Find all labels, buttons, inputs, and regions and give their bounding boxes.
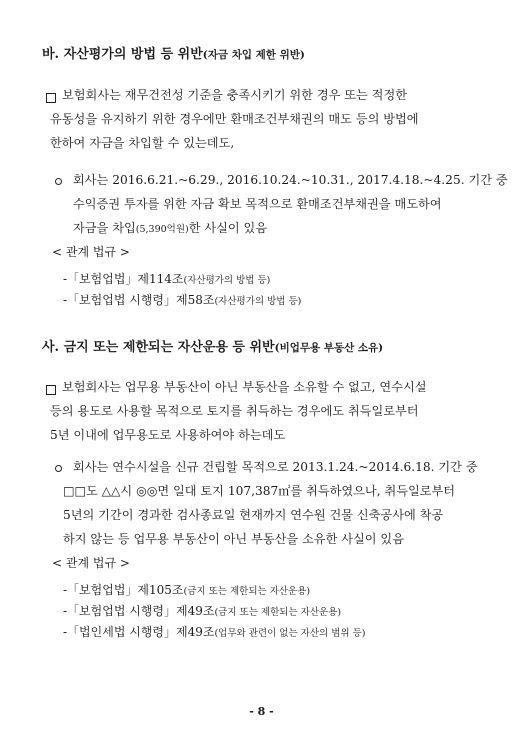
law-name: -「법인세법 시행령」제49조 bbox=[63, 625, 215, 639]
section-heading-sa-title: 사. 금지 또는 제한되는 자산운용 등 위반 bbox=[42, 340, 275, 355]
paragraph-line: 보험회사는 재무건전성 기준을 충족시키기 위한 경우 또는 적정한 bbox=[62, 88, 407, 102]
section-heading-ba bbox=[42, 47, 305, 63]
paragraph-line bbox=[73, 216, 508, 240]
paragraph-text: 자금을 차입 bbox=[73, 221, 136, 235]
section-heading-ba-sub: (자금 차입 제한 위반) bbox=[202, 49, 305, 61]
paragraph-line: 보험회사는 업무용 부동산이 아닌 부동산을 소유할 수 없고, 연수시설 bbox=[62, 380, 427, 394]
circle-bullet-icon bbox=[55, 178, 62, 185]
law-name: -「보험업법」제114조 bbox=[63, 272, 184, 286]
paragraph-line: 회사는 2016.6.21.~6.29., 2016.10.24.~10.31., 2017.4.18.~4.25. 기간 중 bbox=[73, 173, 508, 187]
paragraph-circle-ba bbox=[73, 168, 508, 240]
law-name: -「보험업법」제105조 bbox=[63, 583, 184, 597]
paragraph-box-ba bbox=[50, 83, 419, 155]
section-heading-ba-title: 바. 자산평가의 방법 등 위반 bbox=[42, 47, 203, 62]
section-heading-sa-sub: (비업무용 부동산 소유) bbox=[274, 342, 384, 354]
law-subject: (자산평가의 방법 등) bbox=[183, 275, 271, 286]
paragraph-box-sa bbox=[50, 375, 427, 447]
law-subject: (금지 또는 제한되는 자산운용) bbox=[214, 607, 342, 618]
law-subject: (업무와 관련이 없는 자산의 범위 등) bbox=[214, 628, 366, 639]
circle-bullet-icon bbox=[55, 465, 62, 472]
paragraph-line: 한하여 자금을 차입할 수 있는데도, bbox=[50, 136, 235, 150]
law-item bbox=[63, 603, 341, 621]
law-item bbox=[63, 582, 310, 600]
law-subject: (금지 또는 제한되는 자산운용) bbox=[183, 586, 311, 597]
box-bullet-icon bbox=[46, 385, 56, 395]
paragraph-line: 회사는 연수시설을 신규 건립할 목적으로 2013.1.24.~2014.6.18. 기간 중 bbox=[73, 460, 478, 474]
page-number: - 8 - bbox=[249, 705, 274, 718]
law-item bbox=[63, 292, 301, 310]
amount-note: (5,390억원) bbox=[135, 224, 189, 235]
paragraph-line: □□도 △△시 ◎◎면 일대 토지 107,387㎡를 취득하였으나, 취득일로부터 bbox=[63, 484, 456, 498]
law-subject: (자산평가의 방법 등) bbox=[214, 296, 302, 307]
paragraph-line: 등의 용도로 사용할 목적으로 토지를 취득하는 경우에도 취득일로부터 bbox=[50, 404, 419, 418]
paragraph-line: 하지 않는 등 업무용 부동산이 아닌 부동산을 소유한 사실이 있음 bbox=[63, 532, 404, 546]
law-name: -「보험업법 시행령」제58조 bbox=[63, 293, 215, 307]
paragraph-line: 5년 이내에 업무용도로 사용하여야 하는데도 bbox=[50, 428, 286, 442]
paragraph-line: 5년의 기간이 경과한 검사종료일 현재까지 연수원 건물 신축공사에 착공 bbox=[63, 508, 444, 522]
paragraph-line: 수익증권 투자를 위한 자금 확보 목적으로 환매조건부채권을 매도하여 bbox=[73, 197, 442, 211]
law-name: -「보험업법 시행령」제49조 bbox=[63, 604, 215, 618]
paragraph-text: 한 사실이 있음 bbox=[188, 221, 268, 235]
law-item bbox=[63, 624, 365, 642]
paragraph-circle-sa bbox=[63, 455, 478, 551]
paragraph-line: 유동성을 유지하기 위한 경우에만 환매조건부채권의 매도 등의 방법에 bbox=[50, 112, 419, 126]
section-heading-sa bbox=[42, 340, 383, 356]
box-bullet-icon bbox=[46, 93, 56, 103]
laws-heading-ba: < 관계 법규 > bbox=[52, 245, 130, 259]
law-item bbox=[63, 271, 270, 289]
laws-heading-sa: < 관계 법규 > bbox=[52, 556, 130, 570]
